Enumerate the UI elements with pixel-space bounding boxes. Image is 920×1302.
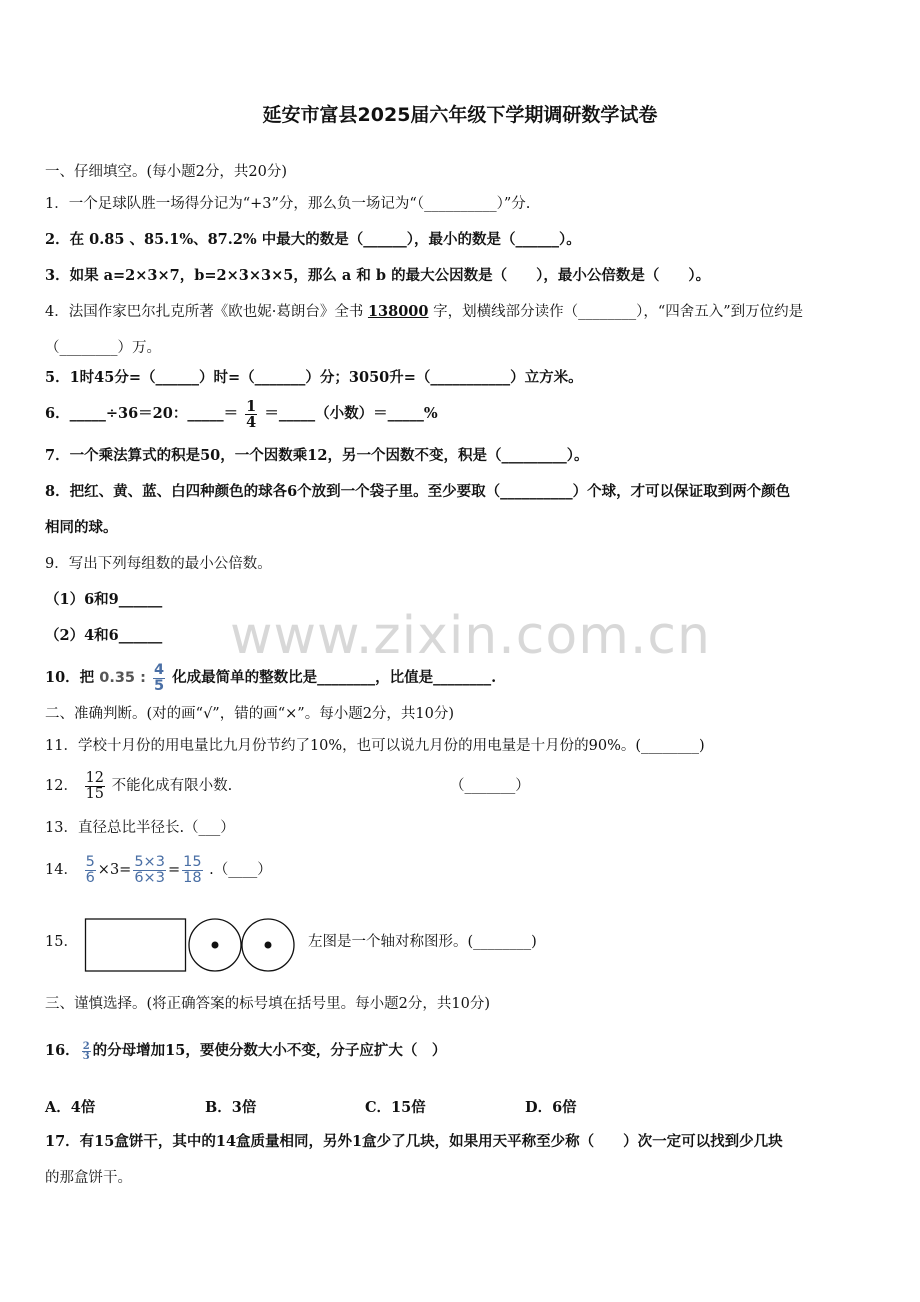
question-8-continued: 相同的球。 (45, 519, 118, 536)
question-1: 1．一个足球队胜一场得分记为“+3”分，那么负一场记为“（__________）”分. (45, 196, 531, 212)
question-14-equals: = (167, 862, 181, 878)
symmetry-figure (84, 916, 296, 974)
option-c: C．15倍 (365, 1099, 426, 1116)
section-2-heading: 二、准确判断。(对的画“√”，错的画“×”。每小题2分，共10分) (45, 706, 455, 722)
question-7: 7．一个乘法算式的积是50，一个因数乘12，另一个因数不变，积是（_________）。 (45, 447, 589, 464)
section-3-heading: 三、谨慎选择。(将正确答案的标号填在括号里。每小题2分，共10分) (45, 996, 490, 1012)
question-8: 8．把红、黄、蓝、白四种颜色的球各6个放到一个袋子里。至少要取（__________）个球，才可以保证取到两个颜色 (45, 483, 791, 500)
option-a: A．4倍 (45, 1099, 96, 1116)
figure-circle-right-center (265, 942, 272, 949)
question-4 (45, 302, 803, 322)
figure-circle-left-center (212, 942, 219, 949)
question-4-underlined-number: 138000 (367, 303, 429, 320)
fraction-numerator: 5×3 (134, 853, 165, 870)
fraction-denominator: 4 (246, 413, 257, 431)
page-title: 延安市富县2025届六年级下学期调研数学试卷 (262, 104, 658, 126)
fraction-numerator: 4 (153, 661, 165, 678)
question-15-label: 15． (45, 934, 78, 950)
question-11: 11．学校十月份的用电量比九月份节约了10%，也可以说九月份的用电量是十月份的90%。(________) (45, 738, 705, 754)
question-9-part-2: （2）4和6______ (45, 627, 163, 644)
fraction-two-thirds (82, 1042, 91, 1061)
fraction-one-quarter (245, 399, 257, 430)
question-17: 17．有15盒饼干，其中的14盒质量相同，另外1盒少了几块，如果用天平称至少称（ ）次一定可以找到少几块 (45, 1133, 783, 1150)
section-1-heading: 一、仔细填空。(每小题2分，共20分) (45, 164, 287, 180)
question-14-label: 14． (45, 862, 78, 878)
fraction-twelve-fifteenths (85, 771, 105, 802)
question-12 (45, 768, 530, 804)
question-3: 3．如果 a=2×3×7，b=2×3×3×5，那么 a 和 b 的最大公因数是（ ），最小公倍数是（ ）。 (45, 267, 711, 284)
question-13: 13．直径总比半径长.（___） (45, 820, 235, 836)
question-15-text: 左图是一个轴对称图形。(________) (308, 934, 537, 950)
question-10-text-a: 10．把 (45, 669, 95, 686)
question-9: 9．写出下列每组数的最小公倍数。 (45, 556, 272, 572)
question-4-text-b: 字，划横线部分读作（________），“四舍五入”到万位约是 (433, 304, 804, 320)
fraction-numerator: 12 (85, 769, 105, 786)
question-17-continued: 的那盒饼干。 (45, 1170, 132, 1186)
question-2: 2．在 0.85 、85.1%、87.2% 中最大的数是（______），最小的数是（______）。 (45, 231, 581, 248)
question-16-text: 的分母增加15，要使分数大小不变，分子应扩大（ ） (92, 1042, 447, 1059)
question-5: 5．1时45分=（______）时=（_______）分；3050升=（___________）立方米。 (45, 369, 583, 386)
figure-rectangle (86, 919, 186, 971)
fraction-denominator: 15 (85, 785, 105, 802)
fraction-denominator: 18 (183, 869, 202, 886)
fraction-four-fifths (153, 663, 165, 694)
question-16-label: 16． (45, 1042, 80, 1059)
question-12-text: 不能化成有限小数. (111, 778, 233, 794)
watermark: www.zixin.com.cn (230, 606, 711, 666)
fraction-numerator: 15 (183, 853, 202, 870)
ratio-decimal: 0.35 : (99, 670, 146, 686)
fraction-product (133, 855, 166, 886)
option-b: B．3倍 (205, 1099, 257, 1116)
question-10 (45, 662, 496, 694)
question-12-blank: （_______） (450, 778, 530, 794)
fraction-denominator: 5 (153, 677, 165, 694)
question-14-times: ×3= (97, 862, 132, 878)
fraction-denominator: 3 (82, 1050, 90, 1062)
question-9-part-1: （1）6和9______ (45, 591, 163, 608)
fraction-denominator: 6 (85, 869, 95, 886)
question-6-text-b: ＝_____（小数）＝_____% (264, 405, 438, 422)
question-6-text-a: 6．_____÷36＝20：_____＝ (45, 405, 239, 422)
fraction-result (182, 855, 202, 886)
question-14-blank: .（____） (209, 862, 272, 878)
question-6 (45, 398, 438, 430)
question-10-text-b: 化成最简单的整数比是________，比值是________. (172, 669, 497, 686)
fraction-numerator: 1 (246, 397, 257, 415)
fraction-numerator: 2 (82, 1040, 90, 1052)
question-12-label: 12． (45, 778, 78, 794)
fraction-five-sixths (85, 855, 96, 886)
question-4-continued: （________）万。 (45, 340, 161, 356)
question-14 (45, 852, 272, 888)
question-4-text-a: 4．法国作家巴尔扎克所著《欧也妮·葛朗台》全书 (45, 304, 364, 320)
option-d: D．6倍 (525, 1099, 577, 1116)
fraction-denominator: 6×3 (134, 869, 165, 886)
fraction-numerator: 5 (85, 853, 95, 870)
question-16 (45, 1036, 446, 1066)
